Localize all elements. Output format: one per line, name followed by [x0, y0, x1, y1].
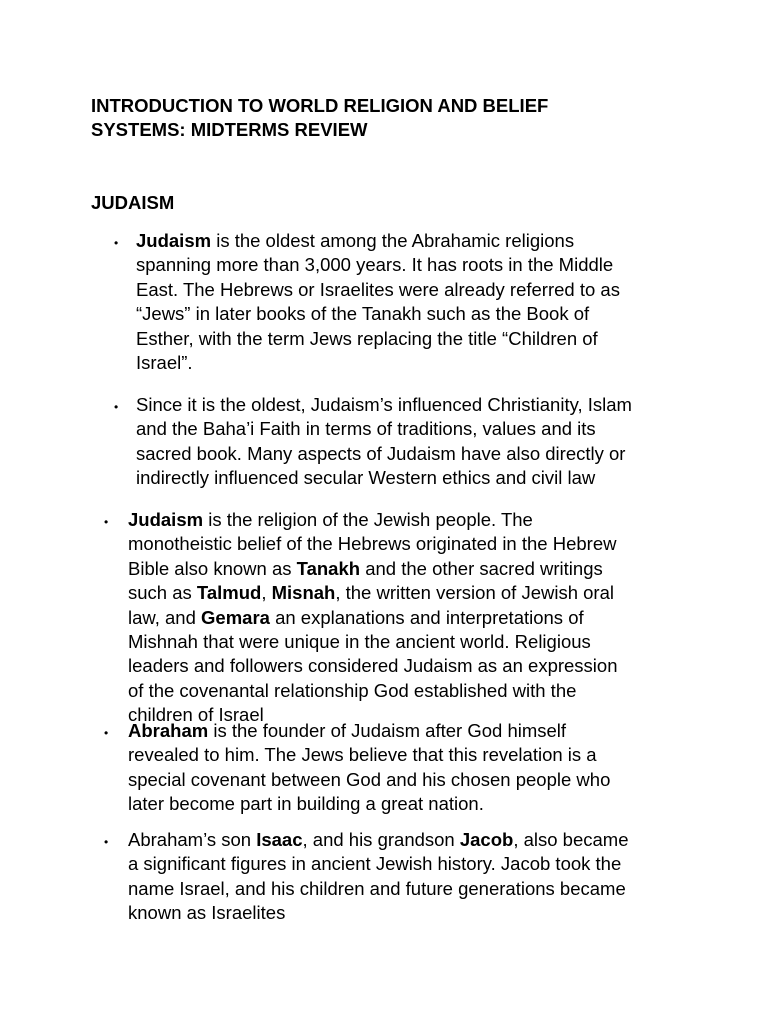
text-line: Esther, with the term Jews replacing the title “Children of: [136, 327, 598, 349]
text-line: later become part in building a great nation.: [128, 793, 484, 815]
text-line: monotheistic belief of the Hebrews originated in the Hebrew: [128, 533, 617, 555]
text-run: is the oldest among the Abrahamic religions: [211, 230, 575, 251]
text-run: is the founder of Judaism after God himself: [208, 720, 567, 741]
text-line: name Israel, and his children and future generations became: [128, 877, 626, 899]
list-item: [128, 828, 629, 926]
bold-term: Judaism: [128, 509, 204, 530]
text-line: of the covenantal relationship God established with the: [128, 679, 577, 701]
text-run: law, and: [128, 606, 202, 628]
bullet-icon: •: [104, 835, 109, 849]
text-line: special covenant between God and his chosen people who: [128, 768, 611, 790]
bold-term: Judaism: [136, 230, 212, 251]
text-line: and the Baha’i Faith in terms of traditions, values and its: [136, 418, 596, 440]
text-line: revealed to him. The Jews believe that this revelation is a: [128, 744, 597, 766]
text-line: Since it is the oldest, Judaism’s influenced Christianity, Islam: [136, 394, 632, 415]
text-line: indirectly influenced secular Western ethics and civil law: [136, 467, 596, 489]
text-line: [128, 508, 618, 532]
bold-term: Abraham: [128, 720, 209, 741]
list-item: [128, 719, 610, 817]
bullet-icon: •: [114, 236, 119, 250]
text-run: ,: [261, 582, 272, 604]
list-item: [136, 229, 620, 375]
text-run: , and his grandson: [302, 829, 460, 850]
title-line: SYSTEMS: MIDTERMS REVIEW: [91, 119, 368, 140]
document-title: [91, 94, 651, 142]
section-heading-judaism: JUDAISM: [91, 192, 175, 213]
bold-term: Gemara: [201, 606, 270, 628]
text-line: Mishnah that were unique in the ancient world. Religious: [128, 631, 591, 653]
bold-term: Jacob: [459, 829, 514, 850]
text-line: [128, 581, 618, 605]
bullet-icon: •: [104, 515, 109, 529]
list-item: [136, 393, 632, 491]
text-line: [136, 229, 620, 253]
text-line: Israel”.: [136, 352, 193, 374]
bullet-icon: •: [114, 400, 119, 414]
text-run: Abraham’s son: [128, 829, 257, 850]
bold-term: Talmud: [196, 582, 262, 604]
list-item: [128, 508, 618, 728]
bold-term: Isaac: [256, 829, 303, 850]
text-line: [128, 557, 618, 581]
title-line: INTRODUCTION TO WORLD RELIGION AND BELIEF: [91, 95, 549, 116]
text-run: Bible also known as: [128, 557, 297, 579]
text-run: , the written version of Jewish oral: [335, 582, 614, 604]
text-line: [128, 719, 610, 743]
text-run: such as: [128, 582, 197, 604]
text-run: and the other sacred writings: [360, 557, 603, 579]
bold-term: Misnah: [271, 582, 336, 604]
text-run: an explanations and interpretations of: [269, 606, 584, 628]
text-line: known as Israelites: [128, 902, 286, 924]
text-line: spanning more than 3,000 years. It has roots in the Middle: [136, 254, 614, 276]
text-line: [128, 828, 629, 852]
text-run: is the religion of the Jewish people. The: [203, 509, 533, 530]
bullet-icon: •: [104, 726, 109, 740]
text-line: East. The Hebrews or Israelites were already referred to as: [136, 278, 620, 300]
text-line: sacred book. Many aspects of Judaism have also directly or: [136, 442, 626, 464]
text-line: a significant figures in ancient Jewish history. Jacob took the: [128, 853, 622, 875]
text-line: “Jews” in later books of the Tanakh such as the Book of: [136, 303, 590, 325]
bold-term: Tanakh: [296, 557, 361, 579]
text-line: children of Israel: [128, 704, 264, 726]
text-line: leaders and followers considered Judaism as an expression: [128, 655, 618, 677]
text-run: , also became: [513, 829, 629, 850]
text-line: [128, 606, 618, 630]
